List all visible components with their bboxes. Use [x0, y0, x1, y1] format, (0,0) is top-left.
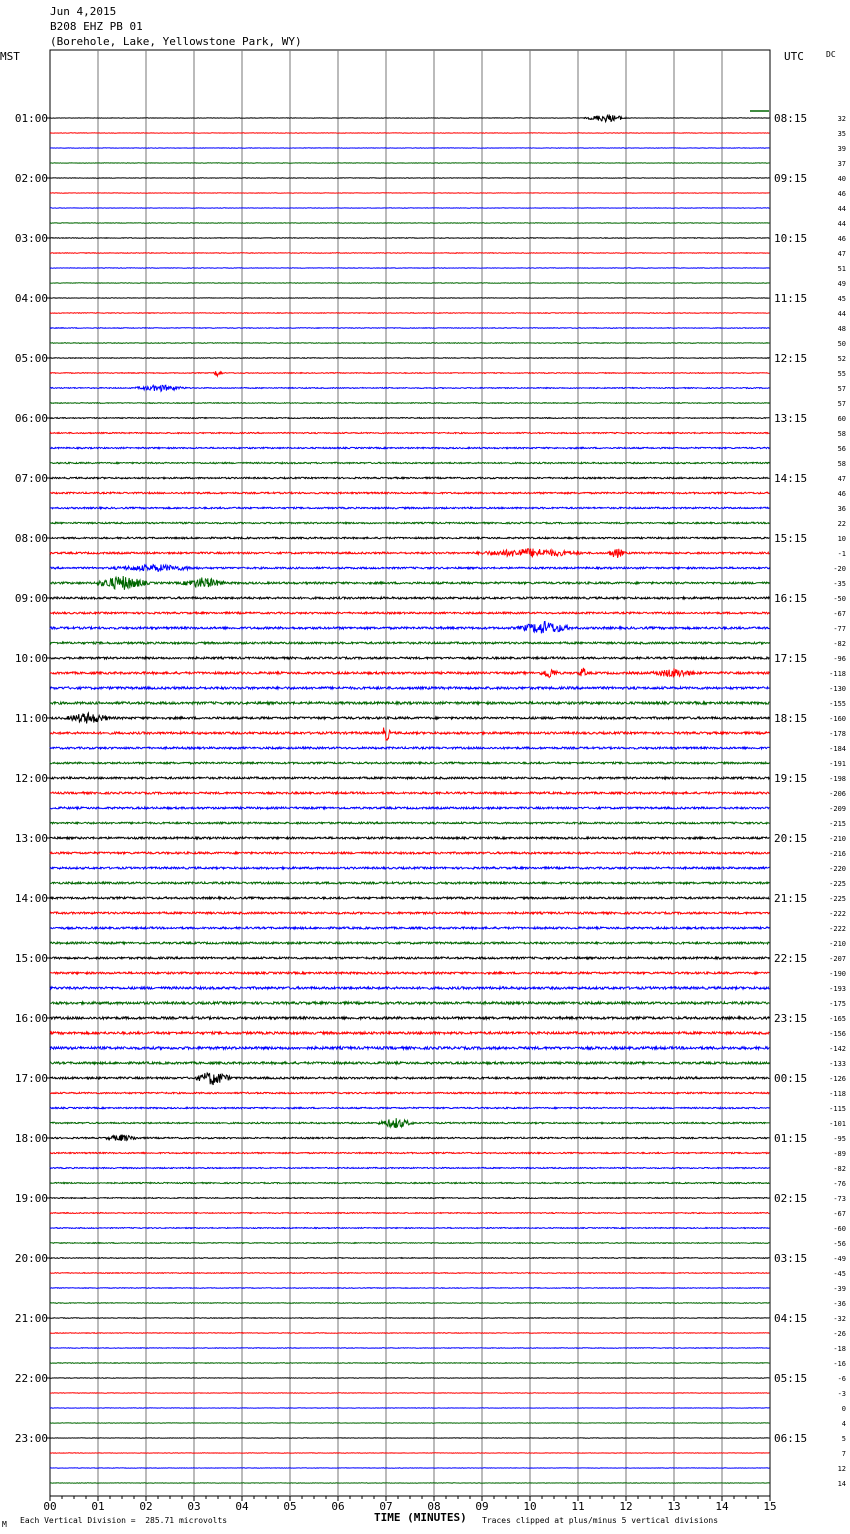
dc-value-label: -225	[829, 895, 846, 903]
seismic-trace	[50, 777, 769, 779]
x-tick-label: 11	[571, 1500, 585, 1513]
mst-hour-label: 21:00	[14, 1312, 48, 1325]
dc-value-label: -115	[829, 1105, 846, 1113]
corner-mark: M	[2, 1520, 7, 1529]
dc-value-label: 5	[841, 1435, 846, 1443]
seismic-trace	[50, 1288, 769, 1289]
dc-value-label: -77	[833, 625, 846, 633]
seismic-trace	[50, 1135, 769, 1141]
dc-value-label: -32	[833, 1315, 846, 1323]
mst-hour-label: 04:00	[14, 292, 48, 305]
dc-value-label: -96	[833, 655, 846, 663]
dc-value-label: 49	[837, 280, 846, 288]
seismic-trace	[50, 343, 769, 344]
dc-value-label: 51	[837, 265, 846, 273]
seismic-trace	[50, 762, 769, 764]
dc-header-label: DC	[826, 50, 836, 59]
dc-value-label: 44	[837, 220, 846, 228]
dc-value-label: -18	[833, 1345, 846, 1353]
dc-value-label: -35	[833, 580, 846, 588]
seismic-trace	[50, 942, 769, 944]
seismic-trace	[50, 507, 769, 509]
dc-value-label: 46	[837, 190, 846, 198]
dc-value-label: 44	[837, 205, 846, 213]
dc-value-label: -49	[833, 1255, 846, 1263]
dc-value-label: -39	[833, 1285, 846, 1293]
seismic-trace	[50, 621, 769, 633]
seismic-trace	[50, 1167, 769, 1168]
dc-value-label: 39	[837, 145, 846, 153]
mst-hour-label: 16:00	[14, 1012, 48, 1025]
dc-value-label: 35	[837, 130, 846, 138]
dc-value-label: 46	[837, 235, 846, 243]
dc-value-label: 58	[837, 430, 846, 438]
dc-value-label: 7	[841, 1450, 846, 1458]
seismic-trace	[50, 912, 769, 914]
mst-hour-label: 01:00	[14, 112, 48, 125]
seismic-trace	[50, 1303, 769, 1304]
dc-value-label: -50	[833, 595, 846, 603]
seismic-trace	[50, 403, 769, 404]
x-tick-label: 03	[187, 1500, 201, 1513]
dc-value-label: 45	[837, 295, 846, 303]
mst-hour-label: 08:00	[14, 532, 48, 545]
seismic-trace	[50, 1002, 769, 1004]
dc-value-label: 58	[837, 460, 846, 468]
seismic-trace	[50, 1198, 769, 1199]
dc-value-label: -160	[829, 715, 846, 723]
dc-value-label: -56	[833, 1240, 846, 1248]
seismic-trace	[50, 371, 769, 376]
seismic-trace	[50, 792, 769, 794]
dc-value-label: -155	[829, 700, 846, 708]
seismic-trace	[50, 1118, 769, 1128]
mst-hour-label: 03:00	[14, 232, 48, 245]
mst-hour-label: 18:00	[14, 1132, 48, 1145]
seismic-trace	[50, 597, 769, 599]
x-tick-label: 00	[43, 1500, 57, 1513]
station-code: B208 EHZ PB 01	[50, 20, 143, 33]
x-tick-label: 10	[523, 1500, 537, 1513]
seismic-trace	[50, 1213, 769, 1214]
dc-value-label: -206	[829, 790, 846, 798]
mst-hour-label: 17:00	[14, 1072, 48, 1085]
seismic-trace	[50, 987, 769, 989]
dc-value-label: -215	[829, 820, 846, 828]
dc-value-label: -76	[833, 1180, 846, 1188]
utc-hour-label: 08:15	[774, 112, 808, 125]
seismic-trace	[50, 115, 769, 122]
dc-value-label: -222	[829, 910, 846, 918]
seismic-trace	[50, 358, 769, 359]
utc-hour-label: 20:15	[774, 832, 808, 845]
dc-value-label: -82	[833, 1165, 846, 1173]
seismic-trace	[50, 313, 769, 314]
mst-hour-label: 06:00	[14, 412, 48, 425]
mst-hour-label: 02:00	[14, 172, 48, 185]
dc-value-label: -190	[829, 970, 846, 978]
dc-value-label: -184	[829, 745, 846, 753]
utc-hour-label: 16:15	[774, 592, 808, 605]
seismic-trace	[50, 1273, 769, 1274]
dc-value-label: -82	[833, 640, 846, 648]
plot-frame	[50, 50, 770, 1496]
dc-value-label: -101	[829, 1120, 846, 1128]
utc-hour-label: 19:15	[774, 772, 808, 785]
seismic-trace	[50, 1243, 769, 1244]
seismic-trace	[50, 549, 769, 558]
dc-value-label: 52	[837, 355, 846, 363]
utc-hour-label: 14:15	[774, 472, 808, 485]
seismic-trace	[50, 522, 769, 523]
utc-hour-label: 11:15	[774, 292, 808, 305]
seismic-trace	[50, 1348, 769, 1349]
seismic-trace	[50, 837, 769, 839]
seismic-trace	[50, 687, 769, 689]
mst-hour-label: 22:00	[14, 1372, 48, 1385]
dc-value-label: -16	[833, 1360, 846, 1368]
seismic-trace	[50, 462, 769, 463]
seismic-trace	[50, 852, 769, 854]
seismic-trace	[50, 612, 769, 614]
dc-value-label: -222	[829, 925, 846, 933]
dc-value-label: 37	[837, 160, 846, 168]
seismic-trace	[50, 576, 769, 590]
dc-value-label: -225	[829, 880, 846, 888]
dc-value-label: 50	[837, 340, 846, 348]
dc-value-label: -191	[829, 760, 846, 768]
seismic-trace	[50, 807, 769, 809]
utc-hour-label: 17:15	[774, 652, 808, 665]
mst-hour-label: 12:00	[14, 772, 48, 785]
seismic-trace	[50, 253, 769, 254]
seismic-trace	[50, 418, 769, 419]
x-tick-label: 01	[91, 1500, 105, 1513]
seismic-trace	[50, 1107, 769, 1108]
seismic-trace	[50, 822, 769, 824]
dc-value-label: -89	[833, 1150, 846, 1158]
seismic-trace	[50, 642, 769, 644]
seismic-trace	[50, 385, 769, 391]
seismic-trace	[50, 537, 769, 539]
utc-hour-label: 04:15	[774, 1312, 808, 1325]
dc-value-label: 32	[837, 115, 846, 123]
dc-value-label: 0	[841, 1405, 846, 1413]
x-tick-label: 14	[715, 1500, 729, 1513]
seismic-trace	[50, 897, 769, 899]
dc-value-label: -198	[829, 775, 846, 783]
seismic-trace	[50, 1062, 769, 1064]
dc-value-label: -67	[833, 1210, 846, 1218]
mst-hour-label: 09:00	[14, 592, 48, 605]
dc-value-label: -3	[837, 1390, 846, 1398]
mst-hour-label: 05:00	[14, 352, 48, 365]
x-tick-label: 02	[139, 1500, 153, 1513]
dc-value-label: -67	[833, 610, 846, 618]
x-axis-label: TIME (MINUTES)	[374, 1511, 467, 1524]
dc-value-label: 47	[837, 475, 846, 483]
dc-value-label: -6	[837, 1375, 846, 1383]
seismic-trace	[50, 713, 769, 724]
utc-hour-label: 21:15	[774, 892, 808, 905]
dc-value-label: -36	[833, 1300, 846, 1308]
mst-hour-label: 19:00	[14, 1192, 48, 1205]
x-tick-label: 13	[667, 1500, 681, 1513]
utc-hour-label: 05:15	[774, 1372, 808, 1385]
dc-value-label: 60	[837, 415, 846, 423]
dc-value-label: 46	[837, 490, 846, 498]
mst-hour-label: 10:00	[14, 652, 48, 665]
clip-note: Traces clipped at plus/minus 5 vertical divisions	[482, 1516, 719, 1525]
seismic-trace	[50, 1318, 769, 1319]
seismic-trace	[50, 882, 769, 884]
x-tick-label: 04	[235, 1500, 249, 1513]
dc-value-label: -130	[829, 685, 846, 693]
seismic-trace	[50, 1092, 769, 1093]
seismic-trace	[50, 1032, 769, 1034]
scale-note: Each Vertical Division = 285.71 microvolts	[20, 1516, 228, 1525]
dc-value-label: -216	[829, 850, 846, 858]
x-tick-label: 05	[283, 1500, 297, 1513]
dc-value-label: 47	[837, 250, 846, 258]
utc-hour-label: 12:15	[774, 352, 808, 365]
seismic-trace	[50, 972, 769, 974]
mst-hour-label: 23:00	[14, 1432, 48, 1445]
dc-value-label: -20	[833, 565, 846, 573]
dc-value-label: 40	[837, 175, 846, 183]
dc-value-label: 22	[837, 520, 846, 528]
seismic-trace	[50, 1047, 769, 1050]
dc-value-label: 10	[837, 535, 846, 543]
seismic-trace	[50, 477, 769, 478]
utc-hour-label: 09:15	[774, 172, 808, 185]
right-timezone-label: UTC	[784, 50, 804, 63]
seismic-trace	[50, 1333, 769, 1334]
seismic-trace	[50, 492, 769, 494]
dc-value-label: 55	[837, 370, 846, 378]
seismic-trace	[50, 565, 769, 572]
utc-hour-label: 00:15	[774, 1072, 808, 1085]
seismic-trace	[50, 328, 769, 329]
dc-value-label: -178	[829, 730, 846, 738]
seismic-trace	[50, 1258, 769, 1259]
utc-hour-label: 23:15	[774, 1012, 808, 1025]
x-tick-label: 06	[331, 1500, 345, 1513]
seismic-trace	[50, 728, 769, 740]
seismic-trace	[50, 1182, 769, 1183]
x-tick-label: 15	[763, 1500, 777, 1513]
dc-value-label: -156	[829, 1030, 846, 1038]
left-timezone-label: MST	[0, 50, 20, 63]
x-tick-label: 08	[427, 1500, 441, 1513]
dc-value-label: 57	[837, 385, 846, 393]
dc-value-label: 12	[837, 1465, 846, 1473]
dc-value-label: -73	[833, 1195, 846, 1203]
mst-hour-label: 14:00	[14, 892, 48, 905]
dc-value-label: 44	[837, 310, 846, 318]
mst-hour-label: 07:00	[14, 472, 48, 485]
dc-value-label: -118	[829, 1090, 846, 1098]
seismic-trace	[50, 747, 769, 749]
utc-hour-label: 02:15	[774, 1192, 808, 1205]
dc-value-label: -1	[837, 550, 846, 558]
dc-value-label: 57	[837, 400, 846, 408]
dc-value-label: 4	[841, 1420, 846, 1428]
seismic-trace	[50, 867, 769, 869]
dc-value-label: -95	[833, 1135, 846, 1143]
dc-value-label: -45	[833, 1270, 846, 1278]
dc-value-label: -142	[829, 1045, 846, 1053]
utc-hour-label: 22:15	[774, 952, 808, 965]
utc-hour-label: 01:15	[774, 1132, 808, 1145]
x-tick-label: 12	[619, 1500, 633, 1513]
mst-hour-label: 11:00	[14, 712, 48, 725]
dc-value-label: -26	[833, 1330, 846, 1338]
dc-value-label: 48	[837, 325, 846, 333]
plot-date: Jun 4,2015	[50, 5, 117, 18]
seismic-trace	[50, 668, 769, 678]
seismic-trace	[50, 702, 769, 704]
dc-value-label: 56	[837, 445, 846, 453]
mst-hour-label: 20:00	[14, 1252, 48, 1265]
dc-value-label: -210	[829, 940, 846, 948]
dc-value-label: 14	[837, 1480, 846, 1488]
dc-value-label: -209	[829, 805, 846, 813]
dc-value-label: -60	[833, 1225, 846, 1233]
seismic-trace	[50, 1363, 769, 1364]
dc-value-label: -207	[829, 955, 846, 963]
dc-value-label: 36	[837, 505, 846, 513]
dc-value-label: -193	[829, 985, 846, 993]
dc-value-label: -175	[829, 1000, 846, 1008]
seismic-trace	[50, 1073, 769, 1085]
dc-value-label: -165	[829, 1015, 846, 1023]
seismic-trace	[50, 927, 769, 929]
utc-hour-label: 15:15	[774, 532, 808, 545]
seismic-trace	[50, 447, 769, 448]
utc-hour-label: 13:15	[774, 412, 808, 425]
dc-value-label: -118	[829, 670, 846, 678]
seismic-trace	[50, 1152, 769, 1153]
x-tick-label: 07	[379, 1500, 393, 1513]
dc-value-label: -126	[829, 1075, 846, 1083]
seismic-trace	[50, 1228, 769, 1229]
dc-value-label: -133	[829, 1060, 846, 1068]
x-tick-label: 09	[475, 1500, 489, 1513]
utc-hour-label: 03:15	[774, 1252, 808, 1265]
seismic-trace	[50, 1017, 769, 1019]
seismic-trace	[50, 957, 769, 959]
utc-hour-label: 10:15	[774, 232, 808, 245]
dc-value-label: -210	[829, 835, 846, 843]
utc-hour-label: 18:15	[774, 712, 808, 725]
seismic-trace	[50, 657, 769, 659]
station-location: (Borehole, Lake, Yellowstone Park, WY)	[50, 35, 302, 48]
seismic-trace	[50, 238, 769, 239]
dc-value-label: -220	[829, 865, 846, 873]
utc-hour-label: 06:15	[774, 1432, 808, 1445]
seismic-trace	[50, 432, 769, 433]
mst-hour-label: 13:00	[14, 832, 48, 845]
mst-hour-label: 15:00	[14, 952, 48, 965]
